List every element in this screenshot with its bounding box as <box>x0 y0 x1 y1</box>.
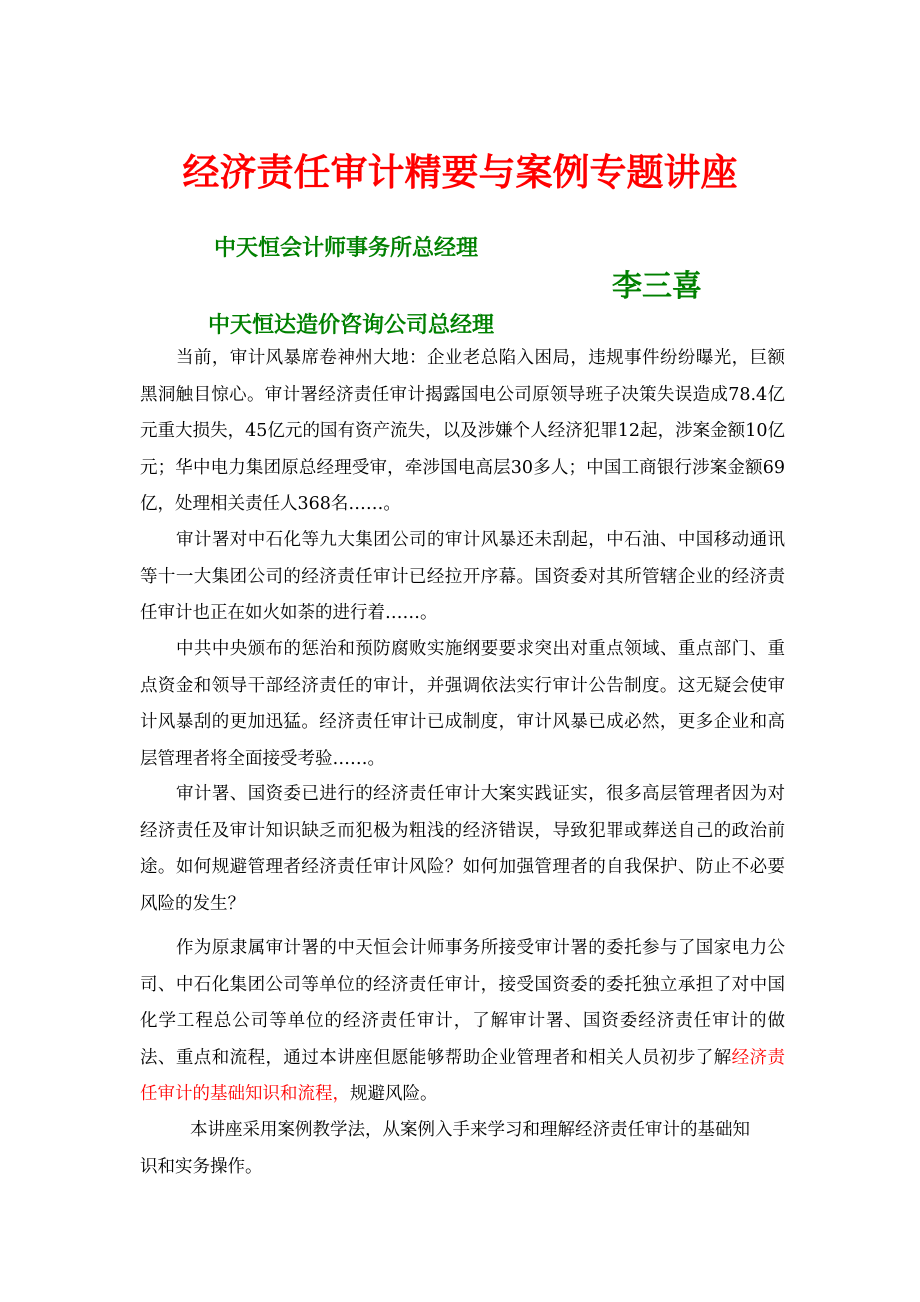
highlighted-phrase: 经济责任审计的基础知识和流程， <box>140 1047 785 1104</box>
firm-intro-ending: 规避风险。 <box>350 1084 438 1104</box>
affiliation-line-2: 中天恒达造价咨询公司总经理 <box>208 313 495 338</box>
intro-paragraph: 当前，审计风暴席卷神州大地：企业老总陷入困局，违规事件纷纷曝光，巨额黑洞触目惊心。审计署经济责任审计揭露国电公司原领导班子决策失误造成78.4亿元重大损失，45亿元的国有资产流失，以及涉嫌个人经济犯罪12起，涉案金额10亿元；华中电力集团原总经理受审，牵涉国电高层30多人；中国工商银行涉案金额69亿，处理相关责任人368名……。 <box>140 348 785 514</box>
risk-paragraph: 审计署、国资委已进行的经济责任审计大案实践证实，很多高层管理者因为对经济责任及审计知识缺乏而犯极为粗浅的经济错误，导致犯罪或葬送自己的政治前途。如何规避管理者经济责任审计风险？如何加强管理者的自我保护、防止不必要风险的发生？ <box>140 784 785 914</box>
method-line-1: 本讲座采用案例教学法，从案例入手来学习和理解经济责任审计的基础知 <box>190 1120 750 1140</box>
policy-paragraph: 中共中央颁布的惩治和预防腐败实施纲要要求突出对重点领域、重点部门、重点资金和领导干部经济责任的审计，并强调依法实行审计公告制度。这无疑会使审计风暴刮的更加迅猛。经济责任审计已成制度，审计风暴已成必然，更多企业和高层管理者将全面接受考验……。 <box>140 639 785 769</box>
method-line-2: 识和实务操作。 <box>140 1156 263 1177</box>
author-name: 李三喜 <box>612 269 702 304</box>
firm-intro-paragraph <box>140 930 785 1113</box>
audit-storm-paragraph: 审计署对中石化等九大集团公司的审计风暴还未刮起，中石油、中国移动通讯等十一大集团公司的经济责任审计已经拉开序幕。国资委对其所管辖企业的经济责任审计也正在如火如荼的进行着……。 <box>140 530 785 623</box>
page-title: 经济责任审计精要与案例专题讲座 <box>182 151 738 194</box>
method-paragraph <box>140 1112 795 1185</box>
affiliation-line-1: 中天恒会计师事务所总经理 <box>214 236 479 261</box>
firm-intro-text: 作为原隶属审计署的中天恒会计师事务所接受审计署的委托参与了国家电力公司、中石化集团公司等单位的经济责任审计，接受国资委的委托独立承担了对中国化学工程总公司等单位的经济责任审计，了解审计署、国资委经济责任审计的做法、重点和流程，通过本讲座但愿能够帮助企业管理者和相关人员初步了解 <box>140 938 785 1068</box>
